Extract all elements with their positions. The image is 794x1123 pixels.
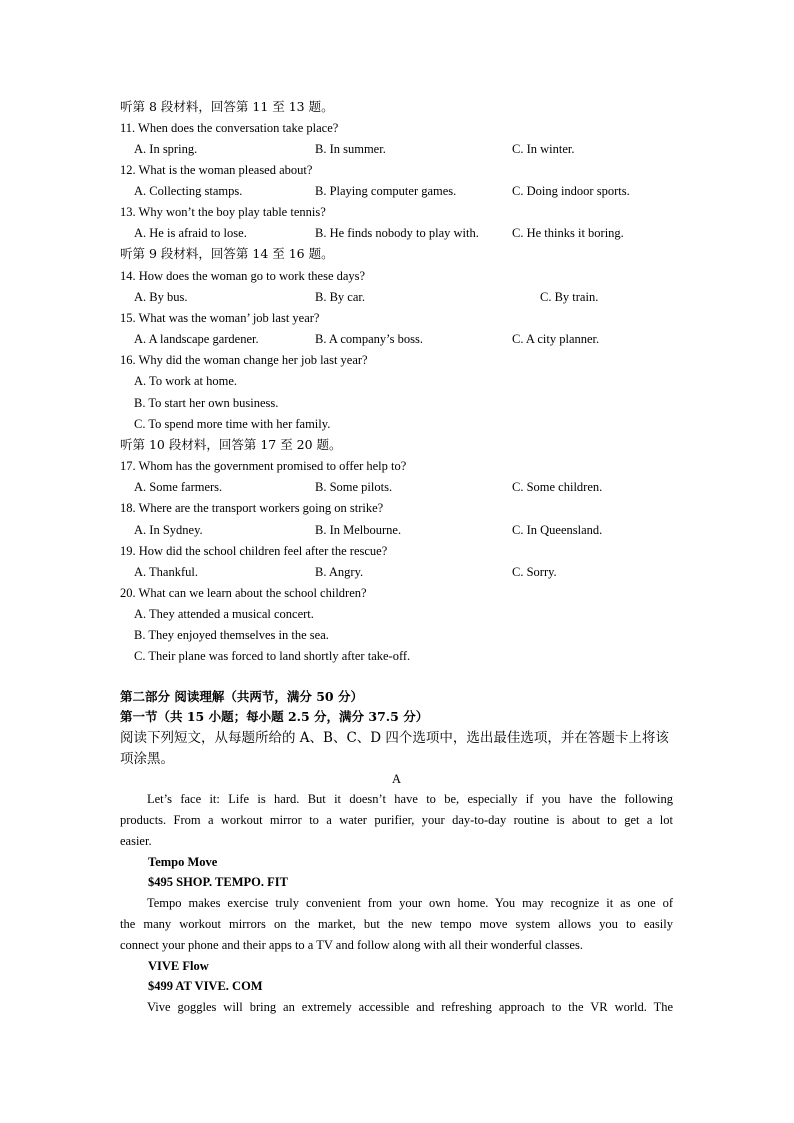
q11-option-c: C. In winter.	[512, 142, 575, 156]
q18-option-c: C. In Queensland.	[512, 523, 603, 537]
section9-heading: 听第 9 段材料，回答第 14 至 16 题。	[120, 246, 334, 261]
q14-option-c: C. By train.	[540, 290, 599, 304]
question-11: 11. When does the conversation take place?	[120, 121, 339, 135]
section8-heading: 听第 8 段材料，回答第 11 至 13 题。	[120, 99, 334, 114]
question-16: 16. Why did the woman change her job last year?	[120, 353, 368, 367]
product2-line: Vive goggles will bring an extremely accessible and refreshing approach to the VR world. The	[147, 1000, 673, 1014]
q20-option-a: A. They attended a musical concert.	[134, 607, 314, 621]
q16-option-b: B. To start her own business.	[134, 396, 279, 410]
q20-option-c: C. Their plane was forced to land shortly after take-off.	[134, 649, 411, 663]
q19-option-c: C. Sorry.	[512, 565, 557, 579]
product1-price: $495 SHOP. TEMPO. FIT	[148, 875, 288, 889]
q13-option-a: A. He is afraid to lose.	[134, 226, 247, 240]
q12-option-a: A. Collecting stamps.	[134, 184, 243, 198]
question-19: 19. How did the school children feel after the rescue?	[120, 544, 388, 558]
passage-label: A	[391, 772, 402, 786]
instruction-line-1: 阅读下列短文，从每题所给的 A、B、C、D 四个选项中，选出最佳选项，并在答题卡上将该	[120, 730, 669, 746]
part2-title: 第二部分 阅读理解（共两节，满分 50 分）	[120, 689, 363, 704]
question-13: 13. Why won’t the boy play table tennis?	[120, 205, 326, 219]
question-14: 14. How does the woman go to work these days?	[120, 269, 366, 283]
product2-name: VIVE Flow	[148, 959, 209, 973]
product1-line: connect your phone and their apps to a TV and follow along with all their wonderful classes.	[120, 937, 583, 952]
q18-option-b: B. In Melbourne.	[315, 523, 402, 537]
q11-option-a: A. In spring.	[134, 142, 198, 156]
intro-line: easier.	[120, 833, 152, 848]
part2-section1-title: 第一节（共 15 小题；每小题 2.5 分，满分 37.5 分）	[120, 709, 429, 724]
instruction-line-2: 项涂黑。	[120, 751, 174, 767]
section10-heading: 听第 10 段材料，回答第 17 至 20 题。	[120, 437, 342, 452]
q18-option-a: A. In Sydney.	[134, 523, 203, 537]
intro-paragraph	[120, 789, 673, 851]
product1-name: Tempo Move	[148, 855, 218, 869]
product1-paragraph	[120, 893, 673, 955]
q15-option-c: C. A city planner.	[512, 332, 600, 346]
q16-option-a: A. To work at home.	[134, 374, 238, 388]
question-20: 20. What can we learn about the school children?	[120, 586, 367, 600]
q20-option-b: B. They enjoyed themselves in the sea.	[134, 628, 329, 642]
q17-option-a: A. Some farmers.	[134, 480, 223, 494]
question-15: 15. What was the woman’ job last year?	[120, 311, 320, 325]
intro-line: Let’s face it: Life is hard. But it doesn’t have to be, especially if you have the following	[147, 792, 673, 806]
q12-option-c: C. Doing indoor sports.	[512, 184, 630, 198]
q19-option-a: A. Thankful.	[134, 565, 198, 579]
q17-option-c: C. Some children.	[512, 480, 603, 494]
q15-option-a: A. A landscape gardener.	[134, 332, 259, 346]
q12-option-b: B. Playing computer games.	[315, 184, 457, 198]
q11-option-b: B. In summer.	[315, 142, 386, 156]
q16-option-c: C. To spend more time with her family.	[134, 417, 331, 431]
q14-option-b: B. By car.	[315, 290, 365, 304]
q17-option-b: B. Some pilots.	[315, 480, 393, 494]
product2-paragraph	[120, 997, 673, 1018]
q19-option-b: B. Angry.	[315, 565, 364, 579]
product2-price: $499 AT VIVE. COM	[148, 979, 263, 993]
question-17: 17. Whom has the government promised to offer help to?	[120, 459, 407, 473]
question-12: 12. What is the woman pleased about?	[120, 163, 313, 177]
q13-option-b: B. He finds nobody to play with.	[315, 226, 479, 240]
question-18: 18. Where are the transport workers going on strike?	[120, 501, 384, 515]
product1-line: Tempo makes exercise truly convenient from your own home. You may recognize it as one of	[147, 896, 673, 910]
q14-option-a: A. By bus.	[134, 290, 188, 304]
product1-line: the many workout mirrors on the market, but the new tempo move system allows you to easily	[120, 916, 673, 931]
q13-option-c: C. He thinks it boring.	[512, 226, 624, 240]
q15-option-b: B. A company’s boss.	[315, 332, 423, 346]
intro-line: products. From a workout mirror to a water purifier, your day-to-day routine is about to get a lot	[120, 812, 673, 827]
